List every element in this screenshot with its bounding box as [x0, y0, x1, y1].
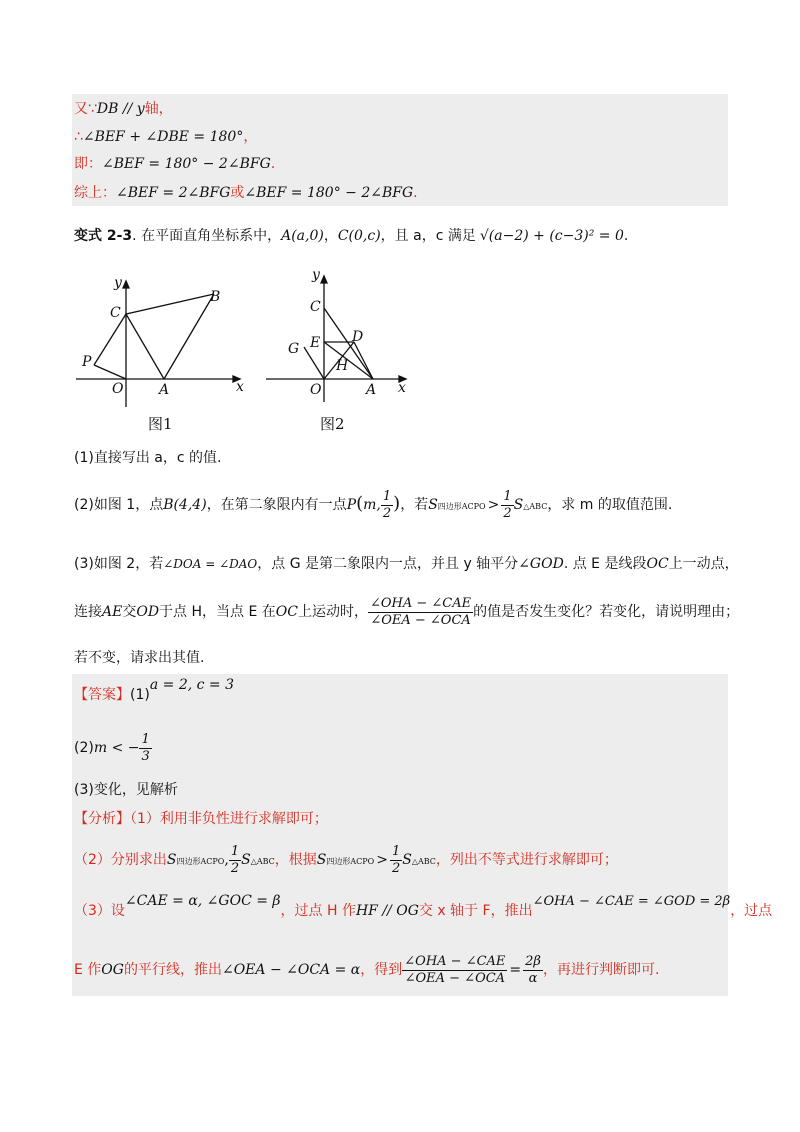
- figure-2: [260, 258, 420, 445]
- fig1-label-y: y: [114, 275, 122, 291]
- fig2-segment-CA: [324, 308, 373, 379]
- solution-line-4: 综上：∠BEF = 2∠BFG或∠BEF = 180° − 2∠BFG.: [74, 185, 418, 201]
- solution-line-1: 又∵DB // y轴，: [74, 101, 173, 117]
- solution-line-3: 即：∠BEF = 180° − 2∠BFG.: [74, 156, 276, 172]
- fig1-label-x: x: [236, 379, 244, 395]
- solution-line-2: ∴∠BEF + ∠DBE = 180°，: [74, 129, 258, 145]
- analysis-line-2: （2）分别求出S四边形ACPO, $\frac{1}{2}$ S△ABC，根据S四边形ACPO > $\frac{1}{2}$ S△ABC，列出不等式进行求解即可；: [74, 843, 618, 876]
- fig1-label-P: P: [82, 354, 92, 370]
- analysis-line-1: 【分析】（1）利用非负性进行求解即可；: [74, 811, 328, 827]
- analysis-line-4: E 作OG的平行线，推出∠OEA − ∠OCA = α，得到 $\frac{\text{∠OHA − ∠CAE}}{\text{∠OEA − ∠OCA}}$ = $\frac{2\beta}{\alpha}$ ，再进行判断即可.: [74, 953, 660, 986]
- question-3-line-2: 连接AE交OD于点 H，当点 E 在OC上运动时， $\frac{\text{∠OHA − ∠CAE}}{\text{∠OEA − ∠OCA}}$ 的值是否发生变化？若变化，请说明理由；: [74, 595, 740, 628]
- answer-part-2: (2)m < − $\frac{1}{3}$: [74, 731, 150, 764]
- fig2-label-E: E: [310, 335, 321, 351]
- fig2-segment-DA: [354, 342, 373, 379]
- problem-statement: 变式 2-3. 在平面直角坐标系中，A(a,0)，C(0,c)，且 a，c 满足 √(a−2) + (c−3)² = 0.: [74, 228, 629, 244]
- figure-1: [70, 265, 250, 445]
- answer-tag: 【答案】: [74, 687, 130, 703]
- fig2-label-x: x: [398, 380, 406, 396]
- analysis-line-3: （3）设∠CAE = α, ∠GOC = β，过点 H 作HF // OG交 x 轴于 F，推出∠OHA − ∠CAE = ∠GOD = 2β，过点: [74, 893, 773, 919]
- question-2: (2)如图 1，点B(4,4)，在第二象限内有一点P(m, $\frac{1}{2}$ )，若S四边形ACPO > $\frac{1}{2}$ S△ABC，求 m 的取值范围.: [74, 488, 673, 521]
- fig2-label-D: D: [352, 329, 364, 345]
- fig1-segment-BA: [164, 294, 214, 379]
- fig2-label-H: H: [336, 358, 349, 374]
- fig1-label-O: O: [112, 381, 124, 397]
- question-3-line-3: 若不变，请求出其值.: [74, 650, 205, 666]
- fig2-label-y: y: [312, 267, 320, 283]
- condition-math: √(a−2) + (c−3)² = 0: [479, 228, 624, 244]
- fig1-label-A: A: [159, 382, 170, 398]
- answer-part-3: (3)变化，见解析: [74, 782, 178, 798]
- fig1-segment-CA: [126, 314, 164, 379]
- fig2-segment-EA: [324, 342, 373, 379]
- fig1-caption: 图1: [148, 415, 173, 433]
- fig2-caption: 图2: [320, 415, 345, 433]
- fig1-segment-PO: [94, 365, 126, 379]
- answer-block: [72, 674, 728, 996]
- answer-part-1: 【答案】(1)a = 2, c = 3: [74, 677, 235, 703]
- problem-label: 变式 2-3: [74, 228, 133, 244]
- fig1-segment-CP: [94, 314, 126, 365]
- fig1-label-B: B: [210, 289, 221, 305]
- fig2-label-O: O: [310, 382, 322, 398]
- fig1-segment-CB: [126, 294, 214, 314]
- fig2-segment-OG: [304, 347, 324, 379]
- fig2-label-A: A: [366, 382, 377, 398]
- fig2-label-C: C: [310, 299, 321, 315]
- analysis-tag: 【分析】: [74, 811, 130, 827]
- question-3-line-1: (3)如图 2，若∠DOA = ∠DAO，点 G 是第二象限内一点，并且 y 轴平分∠GOD. 点 E 是线段OC上一动点，: [74, 556, 739, 572]
- fig1-label-C: C: [110, 305, 121, 321]
- question-1: (1)直接写出 a，c 的值.: [74, 450, 222, 466]
- fig2-label-G: G: [288, 341, 300, 357]
